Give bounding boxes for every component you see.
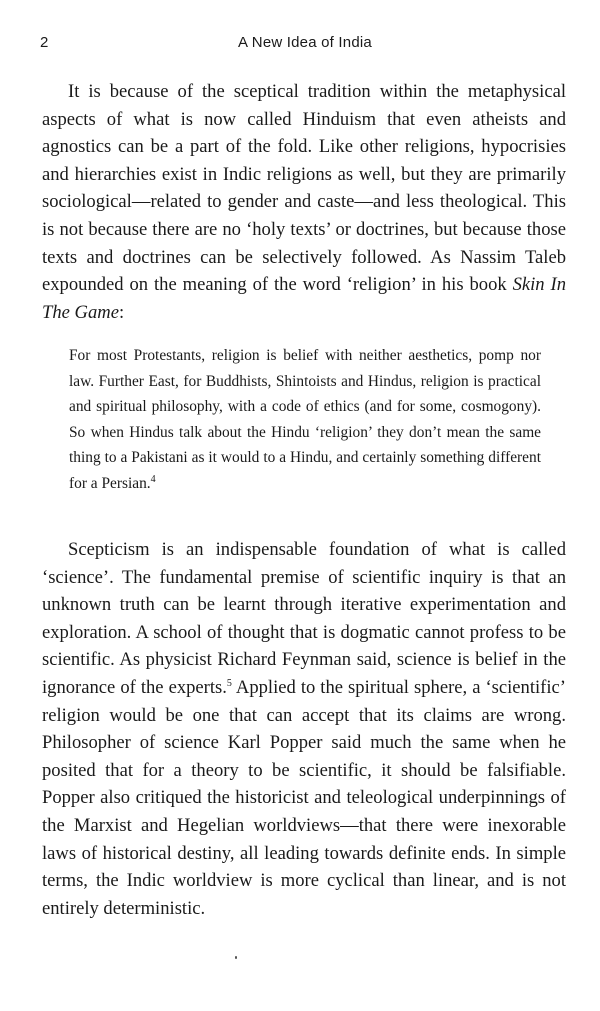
- block-quote: [69, 343, 541, 497]
- print-speck: [235, 956, 237, 959]
- page-number: 2: [40, 34, 49, 51]
- book-title: A New Idea of India: [238, 34, 372, 51]
- paragraph-2: [42, 536, 566, 922]
- running-head: [40, 34, 570, 56]
- block-quote-text: For most Protestants, religion is belief with neither aesthetics, pomp nor law. Further East, for Buddhists, Shintoists and Hindus, religion is practical and spiritual philosophy, with a code of ethics (and for some, cosmogony). So when Hindus talk about the Hindu ‘religion’ they don’t mean the same thing to a Pakistani as it would to a Hindu, and certainly something different for a Persian.: [69, 347, 541, 492]
- paragraph-1-text: It is because of the sceptical tradition within the metaphysical aspects of what is now called Hinduism that even atheists and agnostics can be a part of the fold. Like other religions, hypocrisies and hierarchies exist in Indic religions as well, but they are primarily sociological—related to gender and caste—and less theological. This is not because there are no ‘holy texts’ or doctrines, but because those texts and doctrines can be selectively followed. As Nassim Taleb expounded on the meaning of the word ‘religion’ in his book: [42, 81, 566, 296]
- paragraph-2-text-b: Applied to the spiritual sphere, a ‘scientific’ religion would be one that can accept that its claims are wrong. Philosopher of science Karl Popper said much the same when he posited that for a theory to be scientific, it should be falsifiable. Popper also critiqued the historicist and teleological underpinnings of the Marxist and Hegelian worldviews—that there were inexorable laws of historical destiny, all leading towards definite ends. In simple terms, the Indic worldview is more cyclical than linear, and is not entirely deterministic.: [42, 676, 566, 919]
- footnote-marker-5: 5: [226, 677, 232, 689]
- paragraph-1-end: :: [118, 301, 125, 323]
- footnote-marker-4: 4: [150, 473, 156, 485]
- book-title-italic: Skin In The Game: [42, 274, 566, 323]
- paragraph-2-text-a: Scepticism is an indispensable foundation of what is called ‘science’. The fundamental premise of scientific inquiry is that an unknown truth can be learnt through iterative experimentation and exploration. A school of thought that is dogmatic cannot profess to be scientific. As physicist Richard Feynman said, science is belief in the ignorance of the experts.: [42, 539, 566, 698]
- paragraph-1: [42, 78, 566, 326]
